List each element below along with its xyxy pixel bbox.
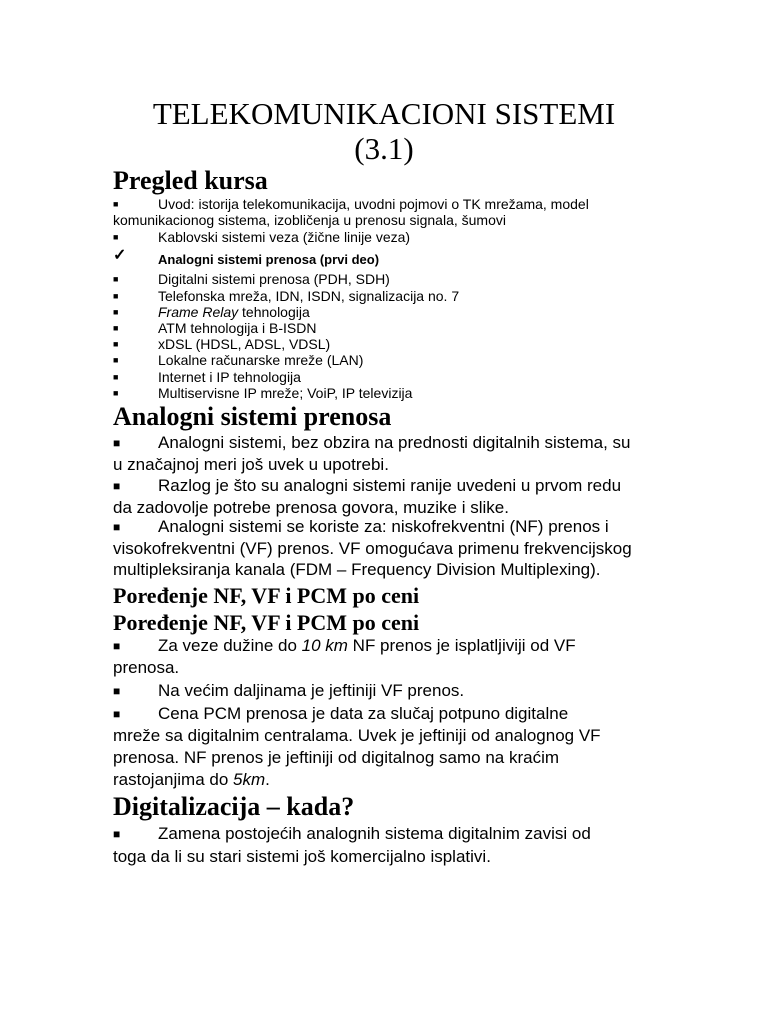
comparison-paragraph-1-line2: prenosa. [113, 658, 180, 677]
bullet-icon: ■ [113, 707, 121, 721]
bullet-icon: ■ [113, 232, 119, 242]
course-item-11: Multiservisne IP mreže; VoiP, IP televizija [158, 385, 413, 401]
course-item-5: Telefonska mreža, IDN, ISDN, signalizacija no. 7 [158, 288, 460, 304]
comparison-paragraph-3-line1: Cena PCM prenosa je data za slučaj potpuno digitalne [158, 704, 569, 723]
analog-paragraph-3-line3: multipleksiranja kanala (FDM – Frequency Division Multiplexing). [113, 560, 601, 579]
comparison-paragraph-3-line4 [113, 769, 270, 791]
comparison-paragraph-3-line3: prenosa. NF prenos je jeftiniji od digitalnog samo na kraćim [113, 748, 560, 767]
document-title-line2: (3.1) [354, 131, 414, 166]
bullet-icon: ■ [113, 684, 121, 698]
bullet-icon: ■ [113, 436, 121, 450]
bullet-icon: ■ [113, 372, 119, 382]
course-item-1-line1: Uvod: istorija telekomunikacija, uvodni pojmovi o TK mrežama, model [158, 196, 589, 212]
comparison-paragraph-2: Na većim daljinama je jeftiniji VF prenos. [158, 681, 465, 700]
bullet-icon: ■ [113, 274, 119, 284]
section-heading-course-overview: Pregled kursa [113, 166, 268, 195]
course-item-2: Kablovski sistemi veza (žične linije veza) [158, 229, 411, 245]
analog-paragraph-1-line1: Analogni sistemi, bez obzira na prednosti digitalnih sistema, su [158, 433, 631, 452]
comparison-paragraph-1-line1 [158, 635, 576, 657]
course-item-8: xDSL (HDSL, ADSL, VDSL) [158, 336, 331, 352]
course-item-4: Digitalni sistemi prenosa (PDH, SDH) [158, 271, 390, 287]
analog-paragraph-3-line1: Analogni sistemi se koriste za: niskofrekventni (NF) prenos i [158, 517, 609, 536]
section-heading-analog-systems: Analogni sistemi prenosa [113, 402, 392, 431]
bullet-icon: ■ [113, 199, 119, 209]
course-item-7: ATM tehnologija i B-ISDN [158, 320, 317, 336]
bullet-icon: ■ [113, 355, 119, 365]
bullet-icon: ■ [113, 520, 121, 534]
comparison-p1-distance: 10 km [301, 636, 348, 655]
bullet-icon: ■ [113, 388, 119, 398]
bullet-icon: ■ [113, 323, 119, 333]
checkmark-icon: ✓ [113, 247, 127, 264]
course-item-10: Internet i IP tehnologija [158, 369, 301, 385]
comparison-p3-text-b: . [265, 770, 270, 789]
course-item-9: Lokalne računarske mreže (LAN) [158, 352, 364, 368]
course-item-1-line2: komunikacionog sistema, izobličenja u prenosu signala, šumovi [113, 212, 506, 228]
analog-paragraph-1-line2: u značajnoj meri još uvek u upotrebi. [113, 455, 389, 474]
bullet-icon: ■ [113, 827, 121, 841]
bullet-icon: ■ [113, 639, 121, 653]
comparison-p1-text-b: NF prenos je isplatljiviji od VF [347, 636, 576, 655]
comparison-p1-text-a: Za veze dužine do [158, 636, 302, 655]
course-item-3-current: Analogni sistemi prenosa (prvi deo) [158, 252, 380, 267]
bullet-icon: ■ [113, 291, 119, 301]
digital-paragraph-1-line2: toga da li su stari sistemi još komercijalno isplativi. [113, 847, 491, 866]
comparison-p3-text-a: rastojanjima do [113, 770, 234, 789]
bullet-icon: ■ [113, 479, 121, 493]
analog-paragraph-2-line1: Razlog je što su analogni sistemi ranije uvedeni u prvom redu [158, 476, 622, 495]
comparison-p3-distance: 5km [233, 770, 266, 789]
course-item-6-rest: tehnologija [238, 304, 310, 320]
course-item-6-italic: Frame Relay [158, 304, 239, 320]
analog-paragraph-3-line2: visokofrekventni (VF) prenos. VF omogućava primenu frekvencijskog [113, 539, 632, 558]
section-heading-comparison: Poređenje NF, VF i PCM po ceni [113, 583, 420, 608]
digital-paragraph-1-line1: Zamena postojećih analognih sistema digitalnim zavisi od [158, 824, 591, 843]
analog-paragraph-2-line2: da zadovolje potrebe prenosa govora, muzike i slike. [113, 498, 509, 517]
course-item-6 [158, 304, 310, 320]
comparison-paragraph-3-line2: mreže sa digitalnim centralama. Uvek je jeftiniji od analognog VF [113, 726, 601, 745]
section-heading-digitalization: Digitalizacija – kada? [113, 792, 355, 821]
bullet-icon: ■ [113, 339, 119, 349]
bullet-icon: ■ [113, 307, 119, 317]
document-title-line1: TELEKOMUNIKACIONI SISTEMI [152, 96, 616, 131]
section-heading-comparison-repeat: Poređenje NF, VF i PCM po ceni [113, 610, 420, 635]
